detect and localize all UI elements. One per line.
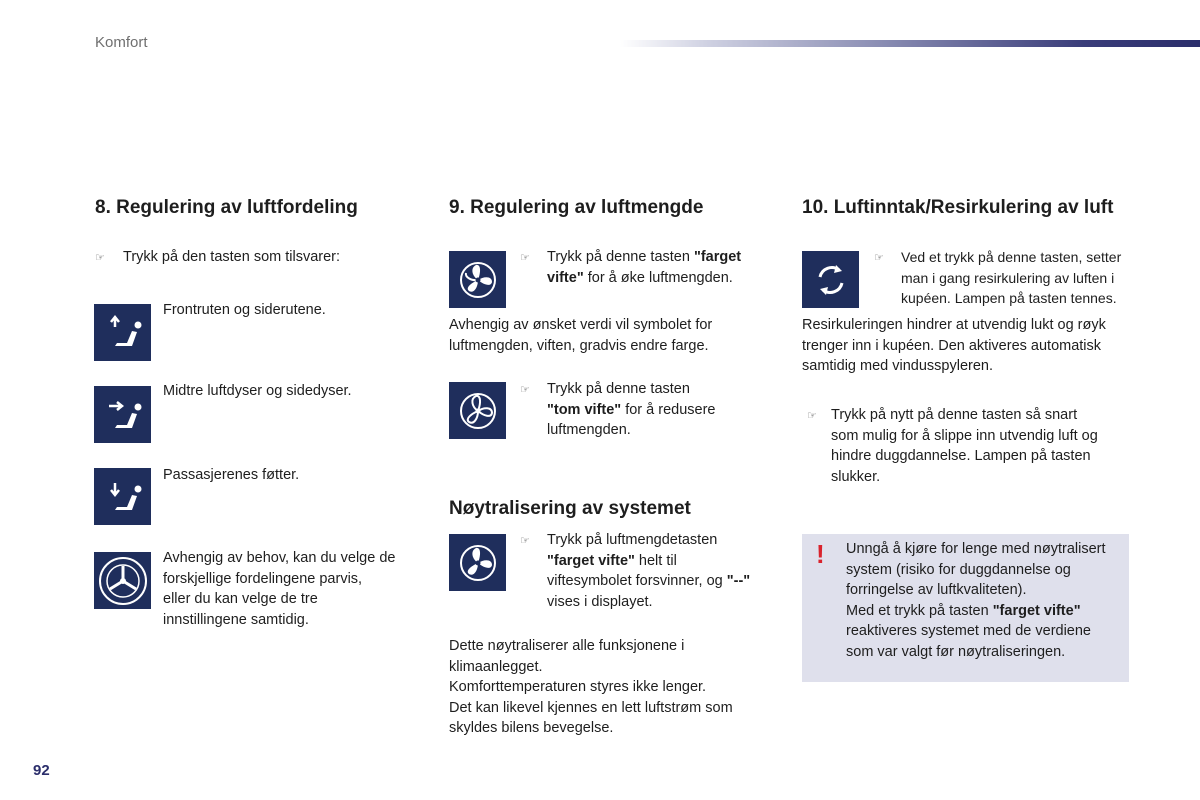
instruction-text: Trykk på nytt på denne tasten så snart som mulig for å slippe inn utvendig luft og hindre duggdannelse. Lampen på tasten slukker. [831,407,1098,485]
paragraph-text: Dette nøytraliserer alle funksjonene i klimaanlegget. Komforttemperaturen styres ikke lenger. Det kan likevel kjennes en lett luftstrøm som skyldes bilens bevegelse. [449,638,733,736]
warning-text: Unngå å kjøre for lenge med nøytralisert system (risiko for duggdannelse og forringelse av luftkvaliteten). Med et trykk på tasten "farget vifte" reaktiveres systemet med de verdiene som var valgt før nøytraliseringen. [846,541,1106,660]
fan-outline-icon [449,382,506,439]
section-title-air-flow: 9. Regulering av luftmengde [449,197,704,218]
list-item-text: Avhengig av behov, kan du velge de forskjellige fordelingene parvis, eller du kan velge de tre innstillingene samtidig. [163,550,396,628]
warning-exclamation-icon: ! [816,539,825,569]
hand-pointer-icon: ☞ [874,252,884,264]
section-title-air-distribution: 8. Regulering av luftfordeling [95,197,358,218]
header-decorative-bar [620,40,1200,47]
hand-pointer-icon: ☞ [520,384,530,396]
recirculation-icon [802,251,859,308]
air-distribution-dial-icon [94,552,151,609]
page-number: 92 [33,762,50,779]
list-item-text: Midtre luftdyser og sidedyser. [163,383,352,399]
list-item-text: Frontruten og siderutene. [163,302,326,318]
subsection-title-neutralisation: Nøytralisering av systemet [449,498,691,519]
hand-pointer-icon: ☞ [95,252,105,264]
paragraph-text: Resirkuleringen hindrer at utvendig lukt og røyk trenger inn i kupéen. Den aktiveres automatisk samtidig med vindusspyleren. [802,317,1106,374]
hand-pointer-icon: ☞ [520,535,530,547]
fan-filled-icon [449,251,506,308]
instruction-text: Trykk på luftmengdetasten "farget vifte" helt til viftesymbolet forsvinner, og "--" vises i displayet. [547,532,751,610]
instruction-text: Trykk på denne tasten "tom vifte" for å redusere luftmengden. [547,381,716,438]
instruction-text: Ved et trykk på denne tasten, setter man i gang resirkulering av luften i kupéen. Lampen på tasten tennes. [901,249,1122,306]
instruction-text: Trykk på den tasten som tilsvarer: [123,249,341,265]
section-header: Komfort [95,34,148,51]
fan-filled-icon [449,534,506,591]
windscreen-airflow-icon [94,304,151,361]
feet-airflow-icon [94,468,151,525]
instruction-text: Trykk på denne tasten "farget vifte" for å øke luftmengden. [547,249,742,286]
face-vent-airflow-icon [94,386,151,443]
list-item-text: Passasjerenes føtter. [163,467,300,483]
paragraph-text: Avhengig av ønsket verdi vil symbolet for luftmengden, viften, gradvis endre farge. [449,317,713,354]
hand-pointer-icon: ☞ [807,410,817,422]
section-title-air-recirculation: 10. Luftinntak/Resirkulering av luft [802,197,1114,218]
hand-pointer-icon: ☞ [520,252,530,264]
